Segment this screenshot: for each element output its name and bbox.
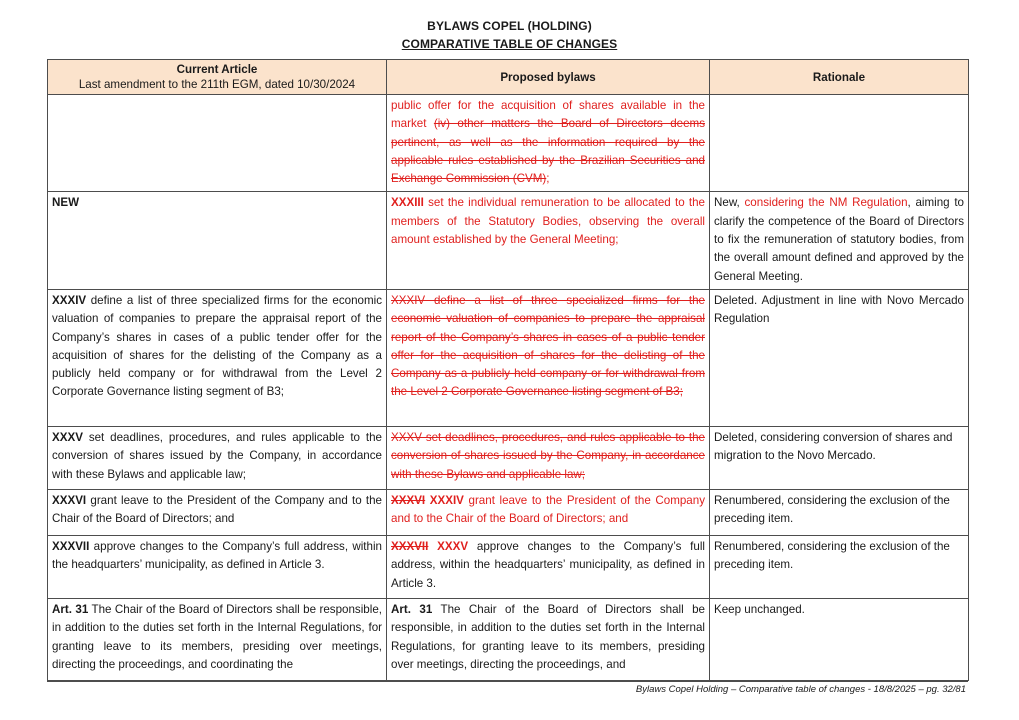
cell-rationale bbox=[710, 489, 969, 535]
cell-current bbox=[48, 426, 387, 489]
cell-rationale bbox=[710, 95, 969, 192]
table-row bbox=[48, 95, 969, 192]
rationale-highlight: considering the NM Regulation bbox=[744, 196, 908, 210]
current-item-number: XXXVII bbox=[52, 539, 90, 553]
current-item-number: XXXVI bbox=[52, 493, 87, 507]
rationale-text: Renumbered, considering the exclusion of the preceding item. bbox=[714, 539, 950, 572]
cell-proposed bbox=[387, 426, 710, 489]
current-new-label: NEW bbox=[52, 196, 80, 210]
header-current-title: Current Article bbox=[176, 63, 258, 76]
cell-rationale bbox=[710, 598, 969, 680]
cell-proposed bbox=[387, 489, 710, 535]
page-footer: Bylaws Copel Holding – Comparative table of changes - 18/8/2025 – pg. 32/81 bbox=[635, 684, 966, 695]
document-subtitle: COMPARATIVE TABLE OF CHANGES bbox=[401, 37, 618, 51]
table-row bbox=[48, 192, 969, 289]
cell-proposed bbox=[387, 535, 710, 598]
current-text: grant leave to the President of the Company and to the Chair of the Board of Directors; and bbox=[52, 493, 382, 526]
cell-rationale bbox=[710, 289, 969, 426]
proposed-old-number: XXXVII bbox=[391, 539, 429, 553]
proposed-text: approve changes to the Company’s full address, within the headquarters’ municipality, as defined in Article 3. bbox=[391, 539, 705, 590]
table-row bbox=[48, 535, 969, 598]
proposed-deleted-text: XXXV set deadlines, procedures, and rules applicable to the conversion of shares issued by the Company, in accordance with these Bylaws and applicable law; bbox=[391, 430, 705, 481]
proposed-text: The Chair of the Board of Directors shall be responsible, in addition to the duties set forth in the Internal Regulations, for granting leave to its members, presiding over meetings, directing the proceedings, and bbox=[391, 602, 705, 671]
current-text: set deadlines, procedures, and rules applicable to the conversion of shares issued by the Company, in accordance with these Bylaws and applicable law; bbox=[52, 430, 382, 481]
proposed-item-number: XXXIII bbox=[391, 196, 424, 210]
table-header-row bbox=[48, 60, 969, 95]
proposed-deleted-text: (iv) other matters the Board of Directors deems pertinent, as well as the information required by the applicable rules established by the Brazilian Securities and Exchange Commission (CVM) bbox=[391, 117, 706, 186]
cell-current bbox=[48, 95, 387, 192]
table-row bbox=[48, 489, 969, 535]
cell-rationale bbox=[710, 535, 969, 598]
proposed-new-number: XXXV bbox=[428, 539, 469, 553]
current-article-number: Art. 31 bbox=[52, 602, 89, 616]
document-title: BYLAWS COPEL (HOLDING) bbox=[427, 19, 592, 33]
table-row bbox=[48, 598, 969, 680]
header-rationale: Rationale bbox=[710, 60, 969, 95]
rationale-text: Deleted. Adjustment in line with Novo Mercado Regulation bbox=[714, 293, 964, 326]
proposed-new-number: XXXIV bbox=[425, 493, 464, 507]
proposed-text-end: ; bbox=[546, 172, 550, 186]
cell-current bbox=[48, 192, 387, 289]
current-item-number: XXXV bbox=[52, 430, 83, 444]
current-text: approve changes to the Company’s full address, within the headquarters’ municipality, as defined in Article 3. bbox=[52, 539, 382, 572]
header-proposed-bylaws: Proposed bylaws bbox=[387, 60, 710, 95]
rationale-text-cont: , aiming to clarify the competence of the Board of Directors to fix the remuneration of statutory bodies, from the overall amount defined and approved by the General Meeting. bbox=[714, 196, 964, 283]
proposed-text: set the individual remuneration to be allocated to the members of the Statutory Bodies, observing the overall amount established by the General Meeting; bbox=[391, 196, 705, 247]
proposed-article-number: Art. 31 bbox=[391, 602, 433, 616]
cell-current bbox=[48, 535, 387, 598]
table-row bbox=[48, 426, 969, 489]
table-row bbox=[48, 289, 969, 426]
cell-proposed bbox=[387, 192, 710, 289]
cell-rationale bbox=[710, 192, 969, 289]
cell-current bbox=[48, 489, 387, 535]
current-item-number: XXXIV bbox=[52, 293, 87, 307]
proposed-old-number: XXXVI bbox=[391, 493, 426, 507]
proposed-deleted-text: XXXIV define a list of three specialized firms for the economic valuation of companies to prepare the appraisal report of the Company’s shares in cases of a public tender offer for the acquisition of shares for the delisting of the Company as a publicly held company or for withdrawal from the Level 2 Corporate Governance listing segment of B3; bbox=[391, 293, 705, 399]
rationale-text: Deleted, considering conversion of shares and migration to the Novo Mercado. bbox=[714, 430, 953, 463]
cell-proposed bbox=[387, 598, 710, 680]
rationale-text: New, bbox=[714, 196, 745, 210]
current-text: The Chair of the Board of Directors shall be responsible, in addition to the duties set forth in the Internal Regulations, for granting leave to its members, presiding over meetings, directing the proceedings, and coordinating the bbox=[52, 602, 382, 671]
proposed-text: grant leave to the President of the Company and to the Chair of the Board of Directors; and bbox=[391, 493, 705, 526]
header-current-subtitle: Last amendment to the 211th EGM, dated 10/30/2024 bbox=[78, 78, 356, 91]
comparative-table bbox=[47, 59, 969, 681]
cell-proposed bbox=[387, 289, 710, 426]
cell-rationale bbox=[710, 426, 969, 489]
footer-divider bbox=[47, 681, 968, 682]
rationale-text: Renumbered, considering the exclusion of the preceding item. bbox=[714, 493, 950, 526]
cell-current bbox=[48, 598, 387, 680]
header-current-article bbox=[48, 60, 387, 95]
proposed-text: public offer for the acquisition of shares available in the market bbox=[391, 99, 705, 131]
rationale-text: Keep unchanged. bbox=[714, 602, 805, 616]
cell-current bbox=[48, 289, 387, 426]
cell-proposed bbox=[387, 95, 710, 192]
current-text: define a list of three specialized firms for the economic valuation of companies to prepare the appraisal report of the Company’s shares in cases of a public tender offer for the acquisition of shares for the delisting of the Company as a publicly held company or for withdrawal from the Level 2 Corporate Governance listing segment of B3; bbox=[52, 293, 382, 399]
